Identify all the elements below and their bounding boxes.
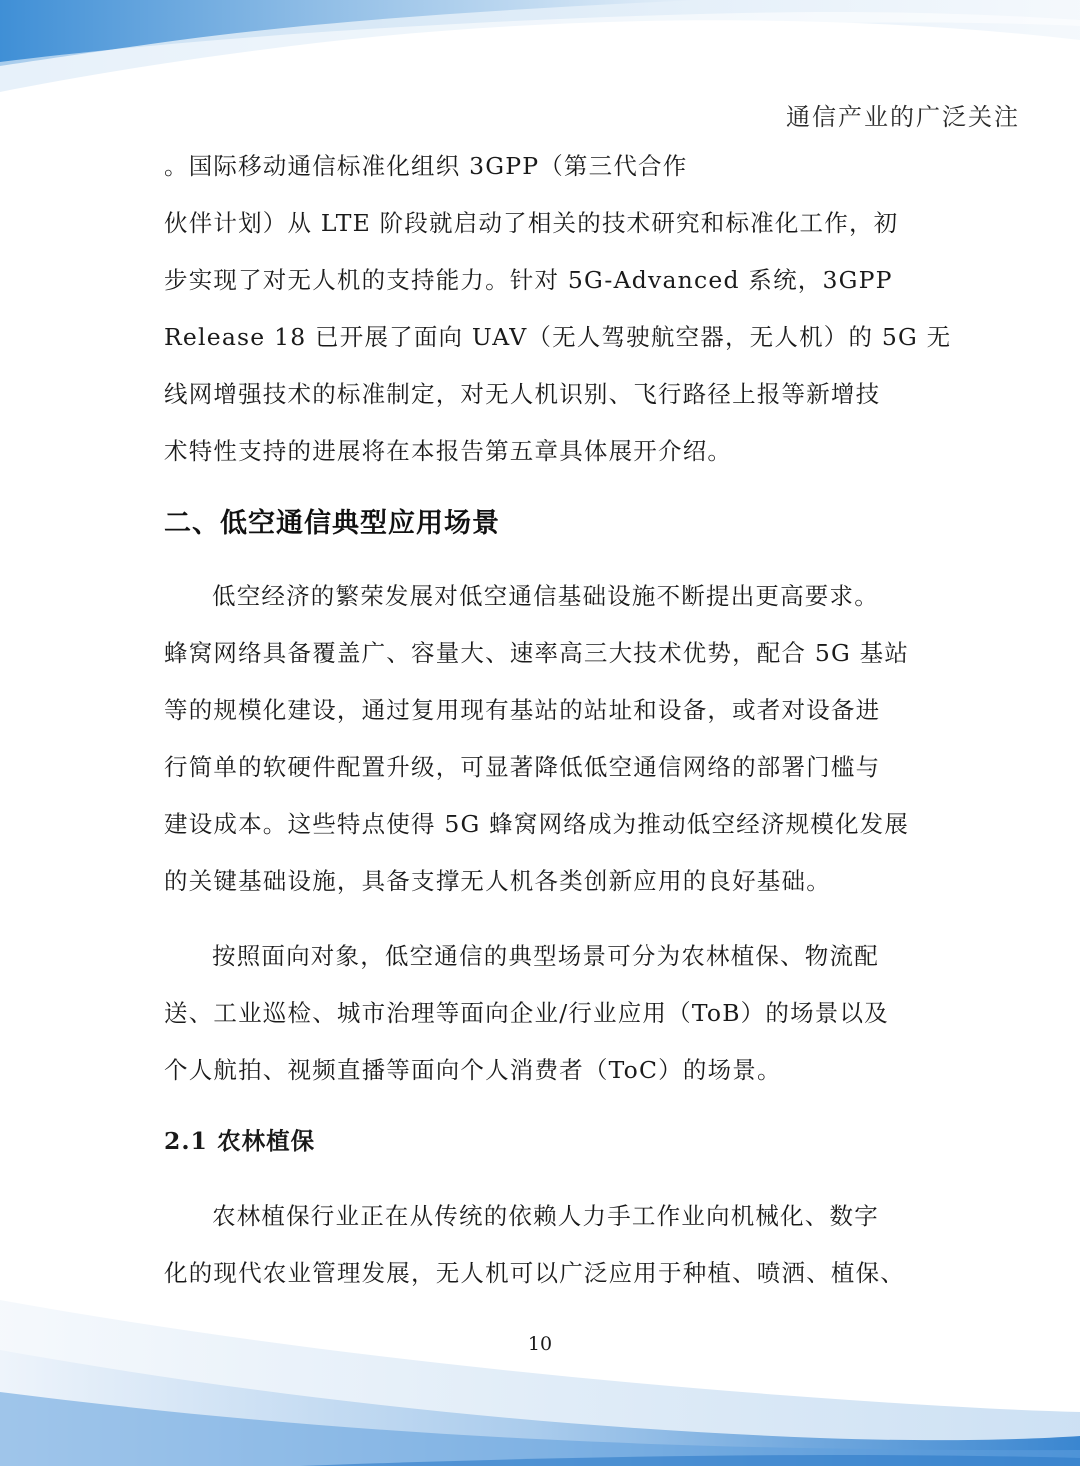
spacer: [164, 554, 909, 568]
text-line: 术特性支持的进展将在本报告第五章具体展开介绍。: [164, 437, 733, 465]
text-line: 。国际移动通信标准化组织 3GPP（第三代合作: [164, 152, 688, 180]
spacer: [164, 480, 909, 494]
text-line: 低空经济的繁荣发展对低空通信基础设施不断提出更高要求。: [212, 582, 879, 610]
text-line: 个人航拍、视频直播等面向个人消费者（ToC）的场景。: [164, 1056, 782, 1084]
text-line: 等的规模化建设，通过复用现有基站的站址和设备，或者对设备进: [164, 696, 881, 724]
text-line: 的关键基础设施，具备支撑无人机各类创新应用的良好基础。: [164, 867, 831, 895]
text-line: 线网增强技术的标准制定，对无人机识别、飞行路径上报等新增技: [164, 380, 881, 408]
spacer: [164, 910, 909, 928]
paragraph-cellular-advantages: [164, 568, 909, 910]
spacer: [164, 1170, 909, 1188]
text-line: 蜂窝网络具备覆盖广、容量大、速率高三大技术优势，配合 5G 基站: [164, 639, 910, 667]
text-line: 化的现代农业管理发展，无人机可以广泛应用于种植、喷洒、植保、: [164, 1259, 905, 1287]
text-line: 行简单的软硬件配置升级，可显著降低低空通信网络的部署门槛与: [164, 753, 881, 781]
text-line: 建设成本。这些特点使得 5G 蜂窝网络成为推动低空经济规模化发展: [164, 810, 910, 838]
body-content: [164, 138, 952, 1302]
running-header: 通信产业的广泛关注: [786, 103, 1020, 131]
text-line: 按照面向对象，低空通信的典型场景可分为农林植保、物流配: [212, 942, 879, 970]
page-number: 10: [527, 1333, 553, 1355]
paragraph-agriculture: [164, 1188, 909, 1302]
text-line: 农林植保行业正在从传统的依赖人力手工作业向机械化、数字: [212, 1202, 879, 1230]
text-line: 伙伴计划）从 LTE 阶段就启动了相关的技术研究和标准化工作，初: [164, 209, 899, 237]
text-line: 步实现了对无人机的支持能力。针对 5G-Advanced 系统，3GPP: [164, 266, 893, 294]
paragraph-3gpp-standardization: [164, 138, 952, 480]
spacer: [164, 1099, 909, 1113]
paragraph-scenario-classification: [164, 928, 909, 1099]
subsection-heading: 2.1 农林植保: [164, 1127, 316, 1155]
text-line: Release 18 已开展了面向 UAV（无人驾驶航空器，无人机）的 5G 无: [164, 323, 952, 351]
text-line: 送、工业巡检、城市治理等面向企业/行业应用（ToB）的场景以及: [164, 999, 889, 1027]
section-heading: 二、低空通信典型应用场景: [164, 508, 500, 539]
